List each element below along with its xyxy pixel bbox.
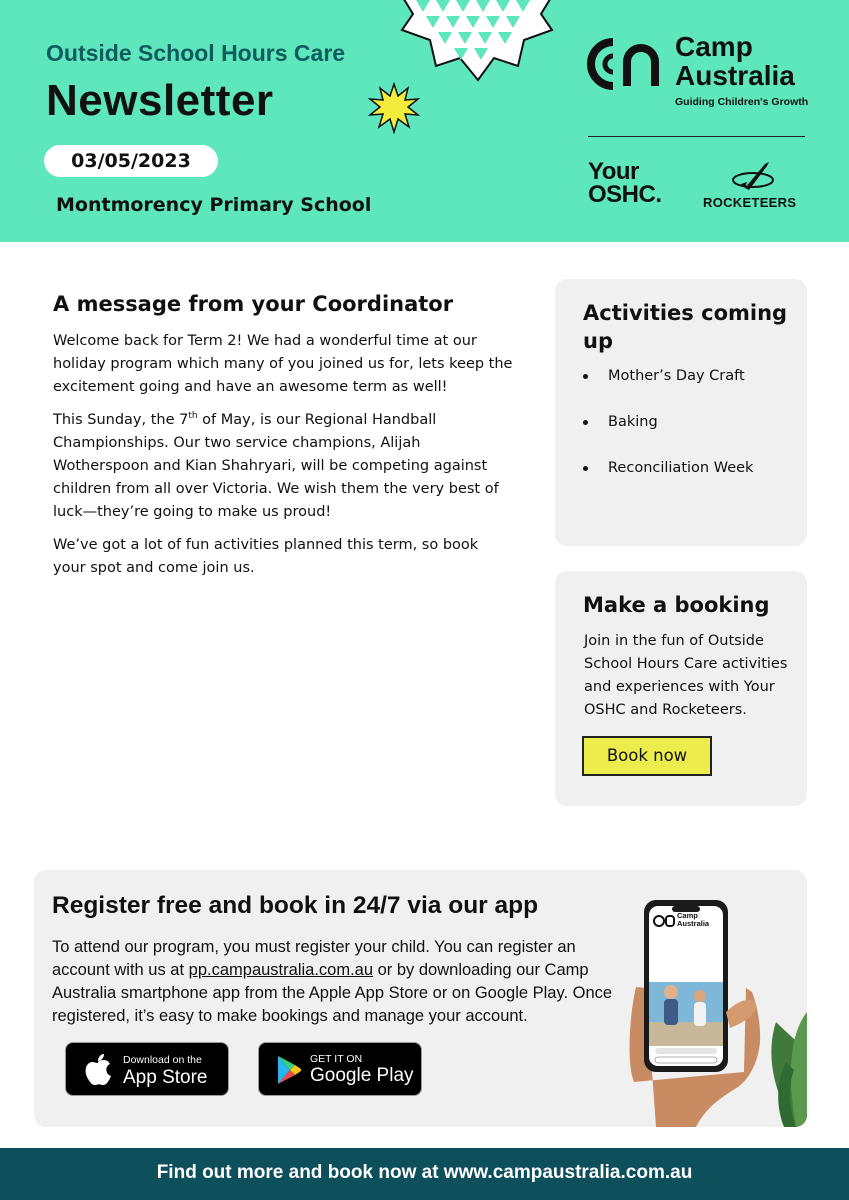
sun-burst-icon [368,82,420,134]
bullet-icon [583,374,588,379]
portal-link[interactable]: pp.campaustralia.com.au [188,961,374,979]
app-store-button[interactable] [65,1042,229,1096]
booking-heading: Make a booking [583,593,770,617]
header-kicker: Outside School Hours Care [46,40,346,66]
apple-big-label: App Store [123,1067,208,1088]
list-item [583,411,753,457]
brand-tagline: Guiding Children's Growth [675,96,809,108]
paragraph-2-part-2: of May, is our Regional Handball Championships. Our two service champions, Alijah Wotherspoon and Kian Shahryari, will be competing against children from all over Victoria. We wish them the very best of luck—they’re going to make us proud! [53,412,499,520]
google-play-button[interactable] [258,1042,422,1096]
camp-australia-logo [585,32,810,112]
rocket-icon [731,160,777,192]
apple-small-label: Download on the [123,1054,202,1066]
google-small-label: GET IT ON [310,1053,363,1065]
brand-name [675,32,795,90]
brand-name-line2: Australia [675,60,795,91]
list-item [583,457,753,503]
app-heading: Register free and book in 24/7 via our app [52,892,539,919]
activities-card [555,279,807,546]
app-text-part-2: or by downloading our Camp Australia smartphone app from the Apple App Store or on Google Play. Once registered, it’s easy to make bookings and manage your account. [52,961,613,1025]
rocketeers-logo [703,160,807,210]
your-oshc-line1: Your [588,158,639,185]
list-item [583,365,753,411]
book-now-button[interactable]: Book now [582,736,712,776]
app-register-panel [34,870,807,1127]
activities-list [583,365,753,503]
ca-logo-mark-icon [585,36,669,92]
coordinator-paragraph-2 [53,409,513,524]
phone-in-hand-illustration [626,892,807,1127]
triangle-star-decoration-icon [398,0,556,84]
your-oshc-logo [588,160,662,206]
coordinator-message [53,292,513,590]
rocketeers-wordmark: ROCKETEERS [703,195,797,210]
activity-label: Mother’s Day Craft [608,368,745,384]
ordinal-suffix: th [188,411,198,421]
paragraph-2-part-1: This Sunday, the 7 [53,412,189,428]
coordinator-paragraph-3: We’ve got a lot of fun activities planned this term, so book your spot and come join us. [53,537,479,576]
coordinator-heading: A message from your Coordinator [53,292,454,316]
phone-brand-line2: Australia [677,919,710,928]
school-name: Montmorency Primary School [56,194,372,216]
brand-divider [588,136,805,137]
app-text-part-1: To attend our program, you must register your child. You can register an account with us at [52,938,576,979]
footer-text[interactable]: Find out more and book now at www.campaustralia.com.au [156,1162,693,1183]
google-big-label: Google Play [310,1065,414,1086]
google-play-icon [276,1055,302,1085]
apple-icon [83,1053,113,1087]
phone-brand-line1: Camp [677,911,698,920]
app-body-text [52,936,627,1028]
your-oshc-line2: OSHC. [588,181,662,208]
date-badge: 03/05/2023 [44,145,218,177]
booking-text: Join in the fun of Outside School Hours Care activities and experiences with Your OSHC and Rocketeers. [584,633,788,718]
activities-heading: Activities coming up [583,301,788,353]
activity-label: Baking [608,414,658,430]
brand-name-line1: Camp [675,31,753,62]
activity-label: Reconciliation Week [608,460,754,476]
coordinator-paragraph-1: Welcome back for Term 2! We had a wonderful time at our holiday program which many of you joined us for, lets keep the excitement going and have an awesome term as well! [53,333,513,395]
bullet-icon [583,420,588,425]
booking-card [555,571,807,806]
newsletter-header [0,0,849,242]
footer-banner [0,1148,849,1200]
bullet-icon [583,466,588,471]
page-title: Newsletter [46,76,274,125]
phone-brand-label [677,912,709,928]
